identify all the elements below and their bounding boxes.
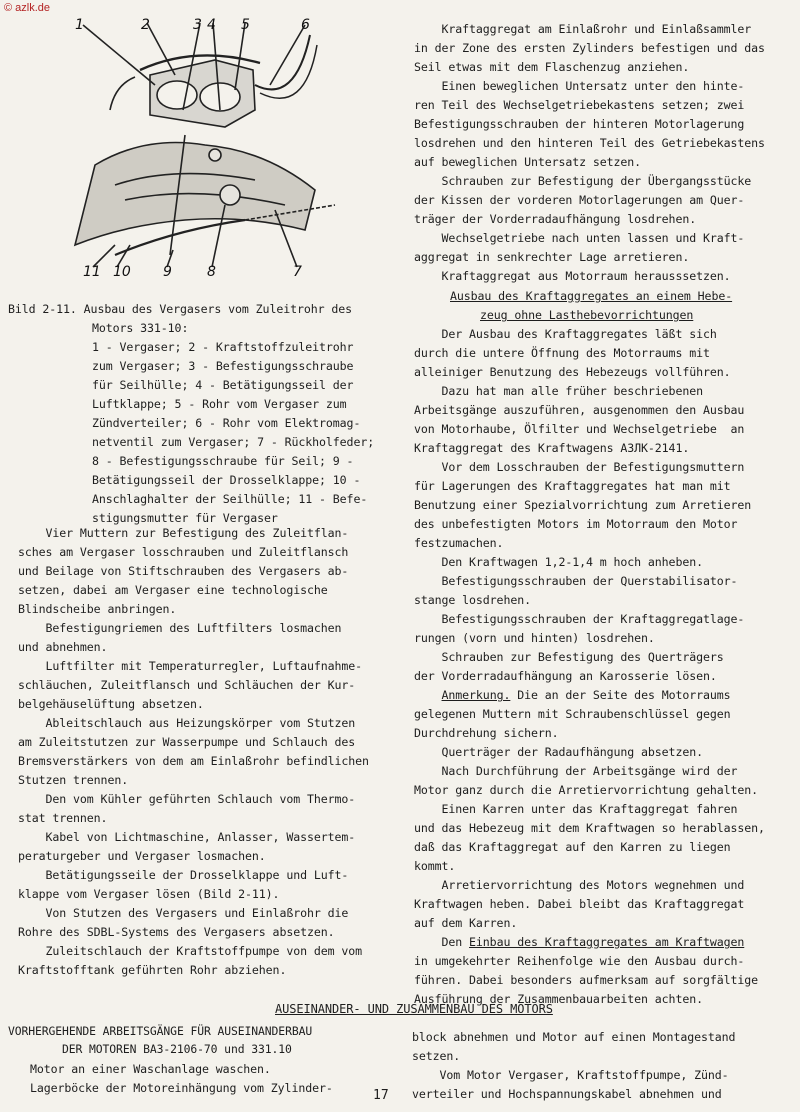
body-line: ren Teil des Wechselgetriebekastens setzen; zwei — [414, 98, 745, 112]
body-line: der Kissen der vorderen Motorlagerungen am Quer- — [414, 193, 745, 207]
body-line: Dazu hat man alle früher beschriebenen — [414, 384, 703, 398]
note-line — [414, 686, 731, 705]
einbau-line — [414, 933, 744, 952]
caption-line: Motors 331-10: — [92, 321, 189, 335]
body-line: Motor an einer Waschanlage waschen. — [30, 1062, 271, 1076]
body-line: von Motorhaube, Ölfilter und Wechselgetriebe an — [414, 422, 745, 436]
body-line: Einen Karren unter das Kraftaggregat fahren — [414, 802, 738, 816]
body-line: festzumachen. — [414, 536, 504, 550]
body-line: Querträger der Radaufhängung absetzen. — [414, 745, 703, 759]
body-line: Nach Durchführung der Arbeitsgänge wird der — [414, 764, 738, 778]
body-line: führen. Dabei besonders aufmerksam auf sorgfältige — [414, 973, 759, 987]
body-line: Befestigungriemen des Luftfilters losmachen — [18, 621, 342, 635]
note-line: Durchdrehung sichern. — [414, 726, 559, 740]
caption-line: Anschlaghalter der Seilhülle; 11 - Befe- — [92, 492, 368, 506]
body-line: Befestigungsschrauben der Kraftaggregatlage- — [414, 612, 745, 626]
body-line: alleiniger Benutzung des Hebezeugs vollführen. — [414, 365, 731, 379]
body-line: in der Zone des ersten Zylinders befestigen und das — [414, 41, 765, 55]
figure-label-9: 9 — [163, 264, 172, 277]
body-line: Kraftaggregat des Kraftwagens АЗЛК-2141. — [414, 441, 690, 455]
caption-line: 8 - Befestigungsschraube für Seil; 9 - — [92, 454, 354, 468]
body-line: Zuleitschlauch der Kraftstoffpumpe von dem vom — [18, 944, 363, 958]
body-line: Schrauben zur Befestigung des Querträgers — [414, 650, 724, 664]
figure-label-1: 1 — [75, 17, 84, 33]
figure-label-10: 10 — [113, 264, 131, 277]
body-line: und abnehmen. — [18, 640, 108, 654]
body-line: Vom Motor Vergaser, Kraftstoffpumpe, Zünd- — [412, 1068, 729, 1082]
section-title: AUSEINANDER- UND ZUSAMMENBAU DES MOTORS — [275, 1002, 553, 1016]
body-line: Kraftstofftank geführten Rohr abziehen. — [18, 963, 287, 977]
body-line: Kabel von Lichtmaschine, Anlasser, Wassertem- — [18, 830, 356, 844]
caption-line: Bild 2-11. Ausbau des Vergasers vom Zuleitrohr des — [8, 302, 353, 316]
body-line: Der Ausbau des Kraftaggregates läßt sich — [414, 327, 717, 341]
body-line: stange losdrehen. — [414, 593, 531, 607]
caption-line: 1 - Vergaser; 2 - Kraftstoffzuleitrohr — [92, 340, 354, 354]
body-line: schläuchen, Zuleitflansch und Schläuchen der Kur- — [18, 678, 356, 692]
body-line: Blindscheibe anbringen. — [18, 602, 177, 616]
figure-label-5: 5 — [241, 17, 250, 33]
body-line: träger der Vorderradaufhängung losdrehen. — [414, 212, 697, 226]
body-line: und Beilage von Stiftschrauben des Vergasers ab- — [18, 564, 349, 578]
body-line: Ableitschlauch aus Heizungskörper vom Stutzen — [18, 716, 356, 730]
body-line: Vor dem Losschrauben der Befestigungsmuttern — [414, 460, 745, 474]
body-line: Kraftaggregat aus Motorraum herausssetzen. — [414, 269, 731, 283]
body-line: Kraftwagen heben. Dabei bleibt das Kraftaggregat — [414, 897, 745, 911]
subsection-title: VORHERGEHENDE ARBEITSGÄNGE FÜR AUSEINANDERBAU — [8, 1024, 313, 1038]
body-line: Rohre des SDBL-Systems des Vergasers absetzen. — [18, 925, 335, 939]
body-line: in umgekehrter Reihenfolge wie den Ausbau durch- — [414, 954, 745, 968]
body-line: Vier Muttern zur Befestigung des Zuleitflan- — [18, 526, 349, 540]
caption-line: Betätigungsseil der Drosselklappe; 10 - — [92, 473, 361, 487]
body-line: Wechselgetriebe nach unten lassen und Kraft- — [414, 231, 745, 245]
body-line: auf dem Karren. — [414, 916, 518, 930]
body-line: setzen, dabei am Vergaser eine technologische — [18, 583, 328, 597]
caption-line: Luftklappe; 5 - Rohr vom Vergaser zum — [92, 397, 347, 411]
figure-label-2: 2 — [141, 17, 150, 33]
body-line: setzen. — [412, 1049, 461, 1063]
body-line: des unbefestigten Motors im Motorraum den Motor — [414, 517, 738, 531]
body-line: losdrehen und den hinteren Teil des Getriebekastens — [414, 136, 765, 150]
figure-label-3: 3 — [193, 17, 202, 33]
body-line: belgehäuselüftung absetzen. — [18, 697, 204, 711]
figure-label-4: 4 — [207, 17, 216, 33]
body-line: Motor ganz durch die Arretiervorrichtung gehalten. — [414, 783, 759, 797]
caption-line: netventil zum Vergaser; 7 - Rückholfeder; — [92, 435, 375, 449]
einbau-prefix: Den — [414, 935, 470, 949]
body-line: Einen beweglichen Untersatz unter den hinte- — [414, 79, 745, 93]
body-line: Betätigungsseile der Drosselklappe und Luft- — [18, 868, 349, 882]
carburetor-illustration — [55, 15, 345, 277]
note-line: gelegenen Muttern mit Schraubenschlüssel gegen — [414, 707, 731, 721]
body-line: Luftfilter mit Temperaturregler, Luftaufnahme- — [18, 659, 363, 673]
body-line: daß das Kraftaggregat auf den Karren zu liegen — [414, 840, 731, 854]
body-line: kommt. — [414, 859, 456, 873]
body-line: Benutzung einer Spezialvorrichtung zum Arretieren — [414, 498, 752, 512]
body-line: am Zuleitstutzen zur Wasserpumpe und Schlauch des — [18, 735, 356, 749]
body-line: peraturgeber und Vergaser losmachen. — [18, 849, 266, 863]
body-line: Befestigungsschrauben der Querstabilisator- — [414, 574, 738, 588]
body-line: sches am Vergaser losschrauben und Zuleitflansch — [18, 545, 349, 559]
site-watermark: © azlk.de — [4, 2, 51, 14]
body-line: Den vom Kühler geführten Schlauch vom Thermo- — [18, 792, 356, 806]
body-line: Den Kraftwagen 1,2-1,4 m hoch anheben. — [414, 555, 703, 569]
body-line: Kraftaggregat am Einlaßrohr und Einlaßsammler — [414, 22, 752, 36]
body-line: und das Hebezeug mit dem Kraftwagen so herablassen, — [414, 821, 765, 835]
section-heading-ausbau: Ausbau des Kraftaggregates an einem Hebe- — [450, 289, 733, 303]
body-line: für Lagerungen des Kraftaggregates hat man mit — [414, 479, 731, 493]
body-line: der Vorderradaufhängung an Karosserie lösen. — [414, 669, 717, 683]
body-line: stat trennen. — [18, 811, 108, 825]
note-label: Anmerkung. — [441, 688, 511, 702]
subsection-title-cont: DER MOTOREN ВАЗ-2106-70 und 331.10 — [62, 1042, 292, 1056]
caption-line: für Seilhülle; 4 - Betätigungsseil der — [92, 378, 354, 392]
note-text: Die an der Seite des Motorraums — [510, 688, 731, 702]
body-line: Arretiervorrichtung des Motors wegnehmen und — [414, 878, 745, 892]
body-line: aggregat in senkrechter Lage arretieren. — [414, 250, 690, 264]
caption-line: Zündverteiler; 6 - Rohr vom Elektromag- — [92, 416, 361, 430]
body-line: Befestigungsschrauben der hinteren Motorlagerung — [414, 117, 745, 131]
body-line: auf beweglichen Untersatz setzen. — [414, 155, 642, 169]
body-line: durch die untere Öffnung des Motorraums mit — [414, 346, 710, 360]
section-heading-ausbau-cont: zeug ohne Lasthebevorrichtungen — [480, 308, 694, 322]
body-line: verteiler und Hochspannungskabel abnehmen und — [412, 1087, 722, 1101]
figure-label-6: 6 — [301, 17, 310, 33]
body-line: Stutzen trennen. — [18, 773, 129, 787]
body-line: Bremsverstärkers von dem am Einlaßrohr befindlichen — [18, 754, 369, 768]
body-line: Seil etwas mit dem Flaschenzug anziehen. — [414, 60, 690, 74]
body-line: Lagerböcke der Motoreinhängung vom Zylinder- — [30, 1081, 333, 1095]
figure-label-7: 7 — [293, 264, 302, 277]
body-line: block abnehmen und Motor auf einen Montagestand — [412, 1030, 736, 1044]
caption-line: zum Vergaser; 3 - Befestigungsschraube — [92, 359, 354, 373]
einbau-emphasis: Einbau des Kraftaggregates am Kraftwagen — [469, 935, 745, 949]
caption-line: stigungsmutter für Vergaser — [92, 511, 278, 525]
body-line: Schrauben zur Befestigung der Übergangsstücke — [414, 174, 752, 188]
body-line: Von Stutzen des Vergasers und Einlaßrohr die — [18, 906, 349, 920]
figure-label-11: 11 — [83, 264, 101, 277]
body-line: Ausführung der Zusammenbauarbeiten achten. — [414, 992, 703, 1006]
body-line: rungen (vorn und hinten) losdrehen. — [414, 631, 655, 645]
figure-label-8: 8 — [207, 264, 216, 277]
body-line: Arbeitsgänge auszuführen, ausgenommen den Ausbau — [414, 403, 745, 417]
body-line: klappe vom Vergaser lösen (Bild 2-11). — [18, 887, 280, 901]
page-number: 17 — [373, 1088, 389, 1103]
